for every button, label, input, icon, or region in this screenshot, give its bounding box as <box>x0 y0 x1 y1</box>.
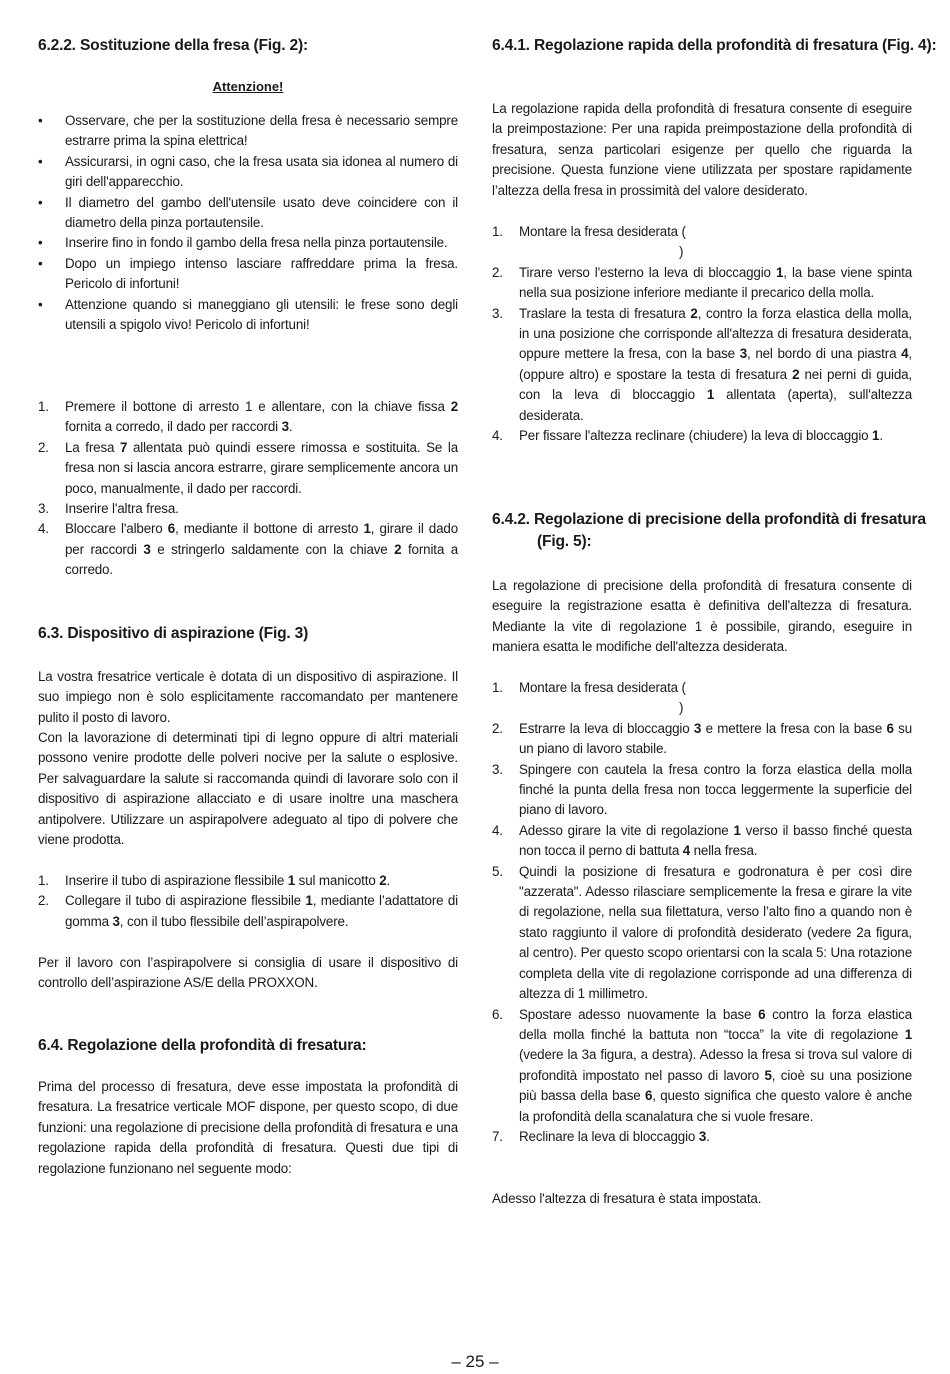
step-number: 3. <box>492 305 503 321</box>
step-number: 2. <box>492 720 503 736</box>
heading-6-4: 6.4. Regolazione della profondità di fresatura: <box>38 1037 367 1054</box>
step-number: 7. <box>492 1128 503 1144</box>
bullet-item: • Assicurarsi, in ogni caso, che la fresa usata sia idonea al numero di giri dell'apparecchio. <box>38 152 458 193</box>
replace-steps-list <box>38 397 458 581</box>
list-item: 4. Bloccare l'albero 6, mediante il bottone di arresto 1, girare il dado per raccordi 3 e stringerlo saldamente con la chiave 2 fornita a corredo. <box>38 521 458 578</box>
step-number: 6. <box>492 1006 503 1022</box>
step-number: 1. <box>492 224 503 239</box>
step-number: 3. <box>492 761 503 777</box>
step-number: 2. <box>38 893 49 909</box>
list-item: 3. Spingere con cautela la fresa contro la forza elastica della molla finché la punta della fresa non tocca leggermente la superficie del piano di lavoro. <box>492 761 912 818</box>
safety-bullet-list <box>38 111 458 335</box>
paragraph: La regolazione di precisione della profondità di fresatura consente di eseguire la registrazione esatta è definitiva dell'altezza di fresatura. Mediante la vite di regolazione 1 è possibile, girando, eseguire in maniera esatta le modifiche dell'altezza desiderata. <box>492 578 912 655</box>
precision-adjust-steps-list <box>492 678 912 1147</box>
step-number: 4. <box>492 822 503 838</box>
step-number: 3. <box>38 501 49 517</box>
list-item: 4. Per fissare l'altezza reclinare (chiudere) la leva di bloccaggio 1. <box>492 426 912 446</box>
step-number: 2. <box>492 264 503 280</box>
heading-6-2-2: 6.2.2. Sostituzione della fresa (Fig. 2): <box>38 37 308 54</box>
list-item: 2. Collegare il tubo di aspirazione flessibile 1, mediante l’adattatore di gomma 3, con il tubo flessibile dell’aspirapolvere. <box>38 893 459 929</box>
step-number: 1. <box>38 873 49 888</box>
list-item: 2. Estrarre la leva di bloccaggio 3 e mettere la fresa con la base 6 su un piano di lavoro stabile. <box>492 720 913 757</box>
list-item: 2. La fresa 7 allentata può quindi essere rimossa e sostituita. Se la fresa non si lascia ancora estrarre, girare semplicemente ancora un poco, manualmente, il dado per raccordi. <box>38 439 458 496</box>
step-number: 5. <box>492 863 503 879</box>
step-number: 4. <box>38 521 49 537</box>
list-item: 1. Montare la fresa desiderata ( ) <box>492 680 686 716</box>
attention-label: Attenzione! <box>212 79 284 94</box>
step-number: 1. <box>492 680 503 695</box>
paragraph: Con la lavorazione di determinati tipi di legno oppure di altri materiali possono venire prodotte delle polveri nocive per la salute o esplosive. Per salvaguardare la salute si raccomanda quindi di lavorare solo con il dispositivo di aspirazione allacciato e di usare inoltre una maschera antipolvere. Utilizzare un aspirapolvere adeguato al tipo di polvere che viene prodotta. <box>38 730 458 848</box>
step-number: 1. <box>38 399 49 414</box>
list-item: 3. Traslare la testa di fresatura 2, contro la forza elastica della molla, in una posizione che corrisponde all'altezza di fresatura desiderata, oppure mettere la fresa, con la base 3, nel bordo di una piastra 4, (oppure altro) e spostare la testa di fresatura 2 nei perni di guida, con la leva di bloccaggio 1 allentata (aperta), sull'altezza desiderata. <box>492 305 912 423</box>
list-item: 5. Quindi la posizione di fresatura e godronatura è per così dire "azzerata". Adesso rilasciare semplicemente la fresa e girare la vite di regolazione, nella sua filettatura, verso l’alto fino a quando non è stato raggiunto il valore di profondità desiderato (vedere 2a figura, al centro). Per questo scopo orientarsi con la scala 5: Una rotazione completa della vite di regolazione corrisponde ad una differenza di altezza di 1 millimetro. <box>492 863 912 1002</box>
list-item: 3. Inserire l'altra fresa. <box>38 499 458 519</box>
list-item: 1. Inserire il tubo di aspirazione flessibile 1 sul manicotto 2. <box>38 871 458 891</box>
paragraph: La regolazione rapida della profondità di fresatura consente di eseguire la preimpostazione: Per una rapida preimpostazione della profondità di fresatura, senza particolari esigenze per quello che riguarda la precisione. Questa funzione viene utilizzata per spostare rapidamente l’altezza della fresa in prossimità del valore desiderato. <box>492 101 912 198</box>
list-item: 1. Montare la fresa desiderata ( ) <box>492 224 686 260</box>
heading-6-3: 6.3. Dispositivo di aspirazione (Fig. 3) <box>38 625 309 642</box>
paragraph: Prima del processo di fresatura, deve esse impostata la profondità di fresatura. La fresatrice verticale MOF dispone, per questo scopo, di due funzioni: una regolazione di precisione della profondità di fresatura e una regolazione rapida della profondità di fresatura. Questi due tipi di regolazione funzionano nel seguente modo: <box>38 1079 458 1176</box>
step-number: 4. <box>492 428 503 444</box>
list-item: 7. Reclinare la leva di bloccaggio 3. <box>492 1127 912 1147</box>
paragraph: La vostra fresatrice verticale è dotata di un dispositivo di aspirazione. Il suo impiego non è solo esplicitamente raccomandato per mantenere pulito il posto di lavoro. <box>38 669 458 725</box>
bullet-item: • Inserire fino in fondo il gambo della fresa nella pinza portautensile. <box>38 233 458 253</box>
suction-steps-list <box>38 871 458 932</box>
list-item: 2. Tirare verso l'esterno la leva di bloccaggio 1, la base viene spinta nella sua posizione inferiore mediante il precarico della molla. <box>492 264 912 301</box>
step-number: 2. <box>38 439 49 455</box>
bullet-item: • Osservare, che per la sostituzione della fresa è necessario sempre estrarre prima la spina elettrica! <box>38 111 458 152</box>
quick-adjust-steps-list <box>492 222 912 446</box>
list-item: 4. Adesso girare la vite di regolazione 1 verso il basso finché questa non tocca il perno di battuta 4 nella fresa. <box>492 822 912 859</box>
bullet-item: • Attenzione quando si maneggiano gli utensili: le frese sono degli utensili a spigolo vivo! Pericolo di infortuni! <box>38 295 458 336</box>
bullet-item: • Il diametro del gambo dell'utensile usato deve coincidere con il diametro della pinza portautensile. <box>38 193 458 234</box>
page-number: – 25 – <box>451 1352 499 1371</box>
list-item: 1. Premere il bottone di arresto 1 e allentare, con la chiave fissa 2 fornita a corredo, il dado per raccordi 3. <box>38 399 458 435</box>
heading-6-4-1: 6.4.1. Regolazione rapida della profondità di fresatura (Fig. 4): <box>492 37 937 54</box>
list-item: 6. Spostare adesso nuovamente la base 6 contro la forza elastica della molla finché la battuta non “tocca” la vite di regolazione 1 (vedere la 3a figura, a destra). Adesso la fresa si trova sul valore di profondità impostato nel passo di lavoro 5, cioè su una posizione più bassa della base 6, questo significa che questo valore è anche la profondità della scanalatura che si vuole fresare. <box>492 1006 913 1124</box>
paragraph: Per il lavoro con l’aspirapolvere si consiglia di usare il dispositivo di controllo dell’aspirazione AS/E della PROXXON. <box>38 955 458 991</box>
paragraph: Adesso l'altezza di fresatura è stata impostata. <box>492 1191 762 1206</box>
bullet-item: • Dopo un impiego intenso lasciare raffreddare prima la fresa. Pericolo di infortuni! <box>38 254 458 295</box>
heading-6-4-2: 6.4.2. Regolazione di precisione della profondità di fresatura (Fig. 5): <box>492 511 926 550</box>
